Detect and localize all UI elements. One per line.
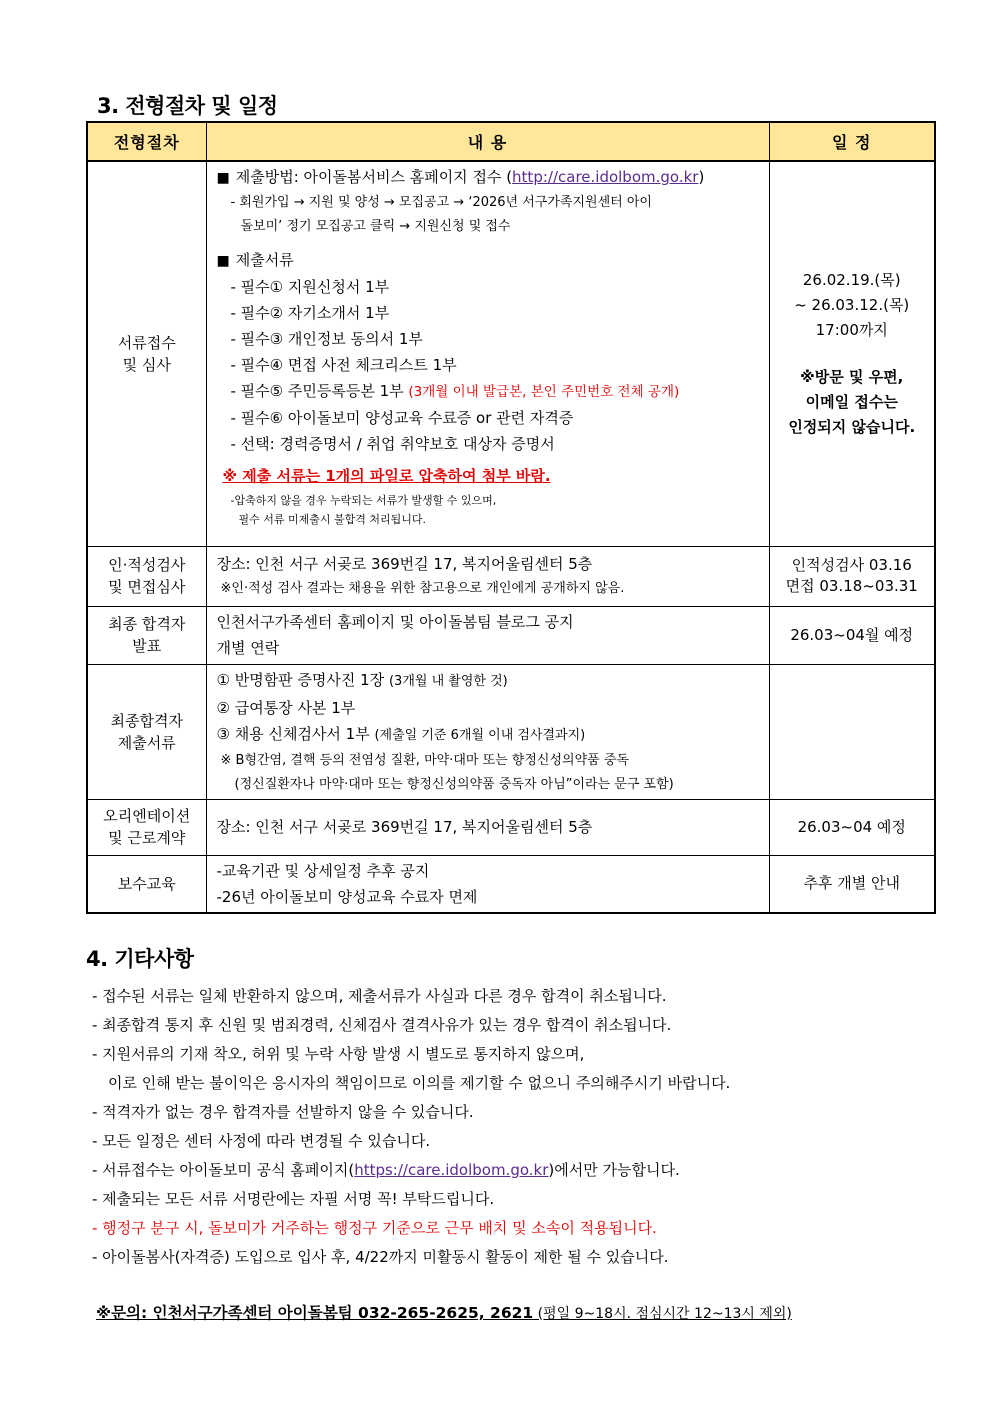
content-cell [206, 546, 769, 606]
schedule-cell [769, 606, 935, 664]
method-close: ) [698, 168, 705, 186]
stage-cell [87, 161, 206, 546]
schedule-cell [769, 546, 935, 606]
docs-title [217, 247, 761, 274]
notes-list [92, 982, 730, 1272]
note-continuation: 이로 인해 받는 불이익은 응시자의 책임이므로 이의를 제기할 수 없으니 주의해주시기 바랍니다. [108, 1074, 731, 1092]
schedule-cell [769, 855, 935, 913]
stage-label: 최종 합격자 [108, 615, 186, 633]
final-doc-item [217, 721, 761, 749]
final-doc-small: (3개월 내 촬영한 것) [388, 673, 508, 689]
flow-line: - 회원가입 → 지원 및 양성 → 모집공고 → ‘2026년 서구가족지원센터 아이 [230, 195, 652, 210]
doc-item: - 필수③ 개인정보 동의서 1부 [230, 330, 423, 348]
doc-item: - 필수② 자기소개서 1부 [230, 304, 390, 322]
list-item: - 접수된 서류는 일체 반환하지 않으며, 제출서류가 사실과 다른 경우 합격이 취소됩니다. [92, 987, 667, 1005]
stage-label: 및 심사 [122, 355, 171, 374]
list-item: - 적격자가 없는 경우 합격자를 선발하지 않을 수 있습니다. [92, 1103, 474, 1121]
warn-line: 이메일 접수는 [805, 392, 898, 411]
stage-cell [87, 855, 206, 913]
schedule-cell [769, 161, 935, 546]
date-line: 인적성검사 03.16 [791, 556, 912, 574]
table-row [87, 546, 935, 606]
doc-item: - 선택: 경력증명서 / 취업 취약보호 대상자 증명서 [230, 435, 555, 453]
section3-title: 3. 전형절차 및 일정 [97, 94, 278, 118]
stage-label: 및 면접심사 [108, 578, 186, 596]
place-line: 장소: 인천 서구 서곶로 369번길 17, 복지어울림센터 5층 [216, 555, 593, 573]
schedule-cell [769, 664, 935, 799]
note-text: - 지원서류의 기재 착오, 허위 및 누락 사항 발생 시 별도로 통지하지 않으며, [92, 1045, 585, 1063]
warn-line: 인정되지 않습니다. [788, 417, 916, 436]
contact-main: ※문의: 인천서구가족센터 아이돌봄팀 032-265-2625, 2621 [96, 1304, 534, 1322]
doc5-text: - 필수⑤ 주민등록등본 1부 [230, 382, 409, 400]
table-row [87, 664, 935, 799]
content-cell [206, 855, 769, 913]
content-cell [206, 161, 769, 546]
list-item: - 제출되는 모든 서류 서명란에는 자필 서명 꼭! 부탁드립니다. [92, 1190, 495, 1208]
stage-label: 보수교육 [117, 874, 176, 893]
flow-line: 돌보미’ 정기 모집공고 클릭 → 지원신청 및 접수 [240, 219, 511, 234]
health-note: ※ B형간염, 결핵 등의 전염성 질환, 마약·대마 또는 향정신성의약품 중독 [220, 752, 629, 768]
list-item [92, 1040, 730, 1098]
square-bullet-icon: ■ [216, 253, 230, 269]
compress-notice: ※ 제출 서류는 1개의 파일로 압축하여 첨부 바람. [222, 467, 551, 485]
announce-line: 인천서구가족센터 홈페이지 및 아이돌봄팀 블로그 공지 [216, 613, 574, 631]
date-line: 26.02.19.(목) [802, 270, 901, 289]
date-line: 26.03~04월 예정 [790, 625, 914, 644]
stage-cell [87, 799, 206, 855]
date-line: 면접 03.18~03.31 [785, 577, 918, 595]
stage-cell [87, 606, 206, 664]
final-doc-text: ③ 채용 신체검사서 1부 [216, 724, 375, 743]
stage-label: 서류접수 [117, 333, 176, 352]
date-line: 26.03~04 예정 [797, 817, 906, 836]
contact-hours: (평일 9~18시. 점심시간 12~13시 제외) [533, 1306, 792, 1322]
method-label: 제출방법: 아이돌봄서비스 홈페이지 접수 ( [235, 168, 513, 186]
notice-sub: 필수 서류 미제출시 불합격 처리됩니다. [238, 513, 426, 526]
list-item: - 모든 일정은 센터 사정에 따라 변경될 수 있습니다. [92, 1132, 431, 1150]
list-item: - 최종합격 통지 후 신원 및 범죄경력, 신체검사 결격사유가 있는 경우 합격이 취소됩니다. [92, 1016, 672, 1034]
announce-line: 개별 연락 [216, 639, 280, 657]
final-doc-text: ① 반명함판 증명사진 1장 [216, 670, 389, 689]
schedule-cell [769, 799, 935, 855]
stage-label: 오리엔테이션 [103, 807, 191, 825]
final-doc-small: (제출일 기준 6개월 이내 검사결과지) [374, 727, 586, 743]
note-text: - 서류접수는 아이돌보미 공식 홈페이지( [92, 1161, 355, 1179]
contact-line [96, 1301, 792, 1323]
list-item: - 행정구 분구 시, 돌보미가 거주하는 행정구 기준으로 근무 배치 및 소속이 적용됩니다. [92, 1219, 657, 1237]
doc-item: - 필수④ 면접 사전 체크리스트 1부 [230, 356, 457, 374]
final-doc-item [217, 667, 761, 695]
notice-sub: -압축하지 않을 경우 누락되는 서류가 발생할 수 있으며, [230, 494, 497, 507]
content-cell [206, 799, 769, 855]
stage-label: 제출서류 [117, 733, 176, 752]
header-stage: 전형절차 [87, 122, 206, 161]
stage-cell [87, 664, 206, 799]
health-note: (정신질환자나 마약·대마 또는 향정신성의약품 중독자 아님”이라는 문구 포함) [234, 776, 674, 792]
date-line: 추후 개별 안내 [803, 874, 900, 893]
list-item: - 아이돌봄사(자격증) 도입으로 입사 후, 4/22까지 미활동시 활동이 제한 될 수 있습니다. [92, 1248, 669, 1266]
header-content: 내 용 [206, 122, 769, 161]
header-schedule: 일 정 [769, 122, 935, 161]
table-row [87, 855, 935, 913]
method-line [217, 164, 761, 191]
stage-label: 및 근로계약 [108, 829, 186, 847]
note-line: ※인·적성 검사 결과는 채용을 위한 참고용으로 개인에게 공개하지 않음. [220, 581, 625, 596]
note-text: )에서만 가능합니다. [548, 1161, 680, 1179]
table-row [87, 161, 935, 546]
training-line: -26년 아이돌보미 양성교육 수료자 면제 [216, 887, 478, 906]
doc5-note: (3개월 이내 발급본, 본인 주민번호 전체 공개) [408, 384, 680, 400]
final-doc-item: ② 급여통장 사본 1부 [216, 698, 356, 717]
schedule-table [86, 121, 936, 914]
doc-item: - 필수① 지원신청서 1부 [230, 278, 390, 296]
doc-item: - 필수⑥ 아이돌보미 양성교육 수료증 or 관련 자격증 [230, 409, 574, 427]
stage-cell [87, 546, 206, 606]
content-cell [206, 606, 769, 664]
stage-label: 발표 [132, 637, 162, 655]
training-line: -교육기관 및 상세일정 추후 공지 [216, 861, 430, 880]
care-site-link[interactable]: http://care.idolbom.go.kr [512, 168, 699, 186]
stage-label: 인·적성검사 [108, 556, 186, 574]
table-row [87, 606, 935, 664]
stage-label: 최종합격자 [110, 711, 183, 730]
place-line: 장소: 인천 서구 서곶로 369번길 17, 복지어울림센터 5층 [216, 818, 593, 836]
date-line: ~ 26.03.12.(목) [794, 295, 910, 314]
date-line: 17:00까지 [815, 320, 888, 339]
square-bullet-icon: ■ [216, 170, 230, 186]
section4-title: 4. 기타사항 [86, 947, 194, 971]
doc-item [217, 378, 761, 405]
table-row [87, 799, 935, 855]
docs-label: 제출서류 [235, 251, 294, 269]
idolbom-site-link[interactable]: https://care.idolbom.go.kr [354, 1161, 549, 1179]
warn-line: ※방문 및 우편, [800, 367, 904, 386]
content-cell [206, 664, 769, 799]
table-header-row [87, 122, 935, 161]
list-item [92, 1156, 730, 1185]
